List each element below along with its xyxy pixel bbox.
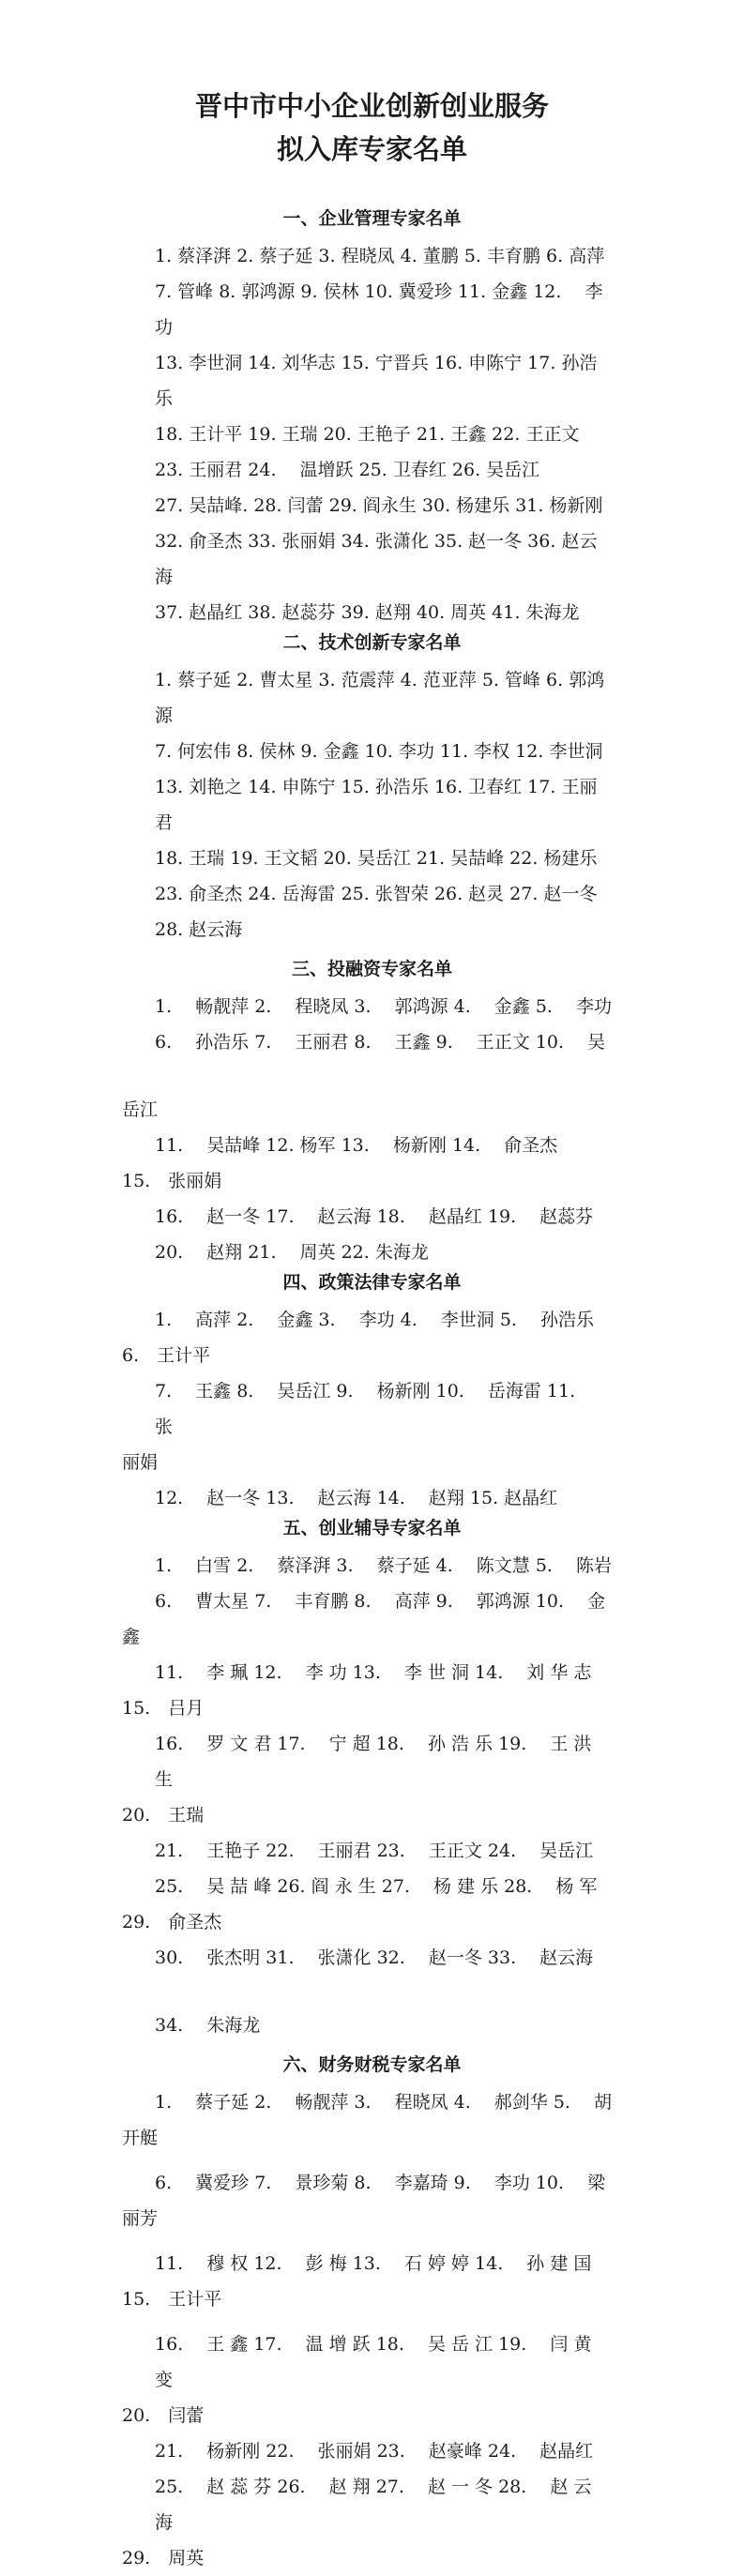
name-line: 20. 王瑞 <box>122 1805 205 1826</box>
name-line: 23. 俞圣杰 24. 岳海雷 25. 张智荣 26. 赵灵 27. 赵一冬 <box>155 884 598 904</box>
name-line: 37. 赵晶红 38. 赵蕊芬 39. 赵翔 40. 周英 41. 朱海龙 <box>155 602 580 623</box>
name-line: 13. 刘艳之 14. 申陈宁 15. 孙浩乐 16. 卫春红 17. 王丽君 <box>155 777 598 833</box>
name-line: 15. 王计平 <box>122 2289 222 2310</box>
name-line: 7. 管峰 8. 郭鸿源 9. 侯林 10. 冀爱珍 11. 金鑫 12. 李功 <box>155 281 603 338</box>
section-heading: 二、技术创新专家名单 <box>282 632 462 653</box>
name-line: 6. 曹太星 7. 丰育鹏 8. 高萍 9. 郭鸿源 10. 金 <box>155 1591 606 1612</box>
section-startup-mentoring <box>0 1516 744 2043</box>
name-line: 16. 王 鑫 17. 温 增 跃 18. 吴 岳 江 19. 闫 黄 变 <box>155 2334 592 2390</box>
name-line: 开艇 <box>122 2128 159 2148</box>
name-line: 16. 赵一冬 17. 赵云海 18. 赵晶红 19. 赵蕊芬 <box>155 1206 594 1227</box>
name-line: 6. 王计平 <box>122 1345 211 1366</box>
section-heading: 三、投融资专家名单 <box>291 959 452 979</box>
section-enterprise-management <box>0 206 744 630</box>
name-line: 27. 吴喆峰. 28. 闫蕾 29. 阎永生 30. 杨建乐 31. 杨新刚 <box>155 495 603 516</box>
name-line: 21. 王艳子 22. 王丽君 23. 王正文 24. 吴岳江 <box>155 1841 594 1861</box>
name-line: 6. 冀爱珍 7. 景珍菊 8. 李嘉琦 9. 李功 10. 梁 <box>155 2173 606 2193</box>
section-policy-law <box>0 1270 744 1516</box>
name-line: 13. 李世洞 14. 刘华志 15. 宁晋兵 16. 申陈宁 17. 孙浩乐 <box>155 353 598 409</box>
section-heading: 五、创业辅导专家名单 <box>282 1518 462 1538</box>
name-line: 32. 俞圣杰 33. 张丽娟 34. 张潇化 35. 赵一冬 36. 赵云海 <box>155 531 598 587</box>
name-line: 7. 王鑫 8. 吴岳江 9. 杨新刚 10. 岳海雷 11. 张 <box>155 1381 600 1437</box>
name-line: 20. 闫蕾 <box>122 2405 205 2426</box>
name-line: 丽芳 <box>122 2208 159 2229</box>
name-line: 1. 畅靓萍 2. 程晓凤 3. 郭鸿源 4. 金鑫 5. 李功 <box>155 996 612 1017</box>
name-line: 18. 王瑞 19. 王文韬 20. 吴岳江 21. 吴喆峰 22. 杨建乐 <box>155 848 598 869</box>
name-line: 25. 吴 喆 峰 26. 阎 永 生 27. 杨 建 乐 28. 杨 军 <box>155 1876 598 1897</box>
name-line: 15. 吕月 <box>122 1698 205 1719</box>
name-line: 岳江 <box>122 1099 159 1120</box>
name-line: 11. 吴喆峰 12. 杨军 13. 杨新刚 14. 俞圣杰 <box>155 1135 558 1156</box>
name-line: 29. 周英 <box>122 2548 205 2568</box>
name-line: 16. 罗 文 君 17. 宁 超 18. 孙 浩 乐 19. 王 洪 生 <box>155 1734 592 1790</box>
section-heading: 六、财务财税专家名单 <box>282 2054 462 2075</box>
name-line: 11. 李 珮 12. 李 功 13. 李 世 洞 14. 刘 华 志 <box>155 1662 592 1683</box>
name-line: 12. 赵一冬 13. 赵云海 14. 赵翔 15. 赵晶红 <box>155 1488 558 1508</box>
section-technical-innovation <box>0 630 744 947</box>
name-line: 1. 蔡子延 2. 曹太星 3. 范震萍 4. 范亚萍 5. 管峰 6. 郭鸿源 <box>155 670 605 726</box>
name-line: 20. 赵翔 21. 周英 22. 朱海龙 <box>155 1242 429 1263</box>
section-finance-tax <box>0 2053 744 2576</box>
name-line: 29. 俞圣杰 <box>122 1912 222 1932</box>
name-line: 丽娟 <box>122 1452 159 1473</box>
title-line-2: 拟入库专家名单 <box>276 133 467 165</box>
name-line: 15. 张丽娟 <box>122 1171 222 1191</box>
name-line: 1. 高萍 2. 金鑫 3. 李功 4. 李世洞 5. 孙浩乐 <box>155 1310 594 1330</box>
section-heading: 一、企业管理专家名单 <box>282 208 462 229</box>
name-line: 6. 孙浩乐 7. 王丽君 8. 王鑫 9. 王正文 10. 吴 <box>155 1032 606 1053</box>
section-heading: 四、政策法律专家名单 <box>282 1272 462 1293</box>
name-line: 18. 王计平 19. 王瑞 20. 王艳子 21. 王鑫 22. 王正文 <box>155 424 580 445</box>
name-line: 28. 赵云海 <box>155 919 243 940</box>
title-line-1: 晋中市中小企业创新创业服务 <box>194 90 549 122</box>
name-line: 34. 朱海龙 <box>155 2015 261 2036</box>
name-line: 25. 赵 蕊 芬 26. 赵 翔 27. 赵 一 冬 28. 赵 云 海 <box>155 2477 592 2533</box>
name-line: 1. 白雪 2. 蔡泽湃 3. 蔡子延 4. 陈文慧 5. 陈岩 <box>155 1555 612 1576</box>
name-line: 11. 穆 权 12. 彭 梅 13. 石 婷 婷 14. 孙 建 国 <box>155 2253 592 2274</box>
name-line: 30. 张杰明 31. 张潇化 32. 赵一冬 33. 赵云海 <box>155 1947 594 1968</box>
name-line: 鑫 <box>122 1627 141 1647</box>
name-line: 21. 杨新刚 22. 张丽娟 23. 赵豪峰 24. 赵晶红 <box>155 2441 594 2462</box>
document-title <box>0 84 744 171</box>
name-line: 1. 蔡泽湃 2. 蔡子延 3. 程晓凤 4. 董鹏 5. 丰育鹏 6. 高萍 <box>155 246 605 266</box>
name-line: 7. 何宏伟 8. 侯林 9. 金鑫 10. 李功 11. 李权 12. 李世洞 <box>155 741 603 762</box>
name-line: 23. 王丽君 24. 温增跃 25. 卫春红 26. 吴岳江 <box>155 460 540 480</box>
name-line: 1. 蔡子延 2. 畅靓萍 3. 程晓凤 4. 郝剑华 5. 胡 <box>155 2092 612 2113</box>
section-investment-financing <box>0 957 744 1270</box>
